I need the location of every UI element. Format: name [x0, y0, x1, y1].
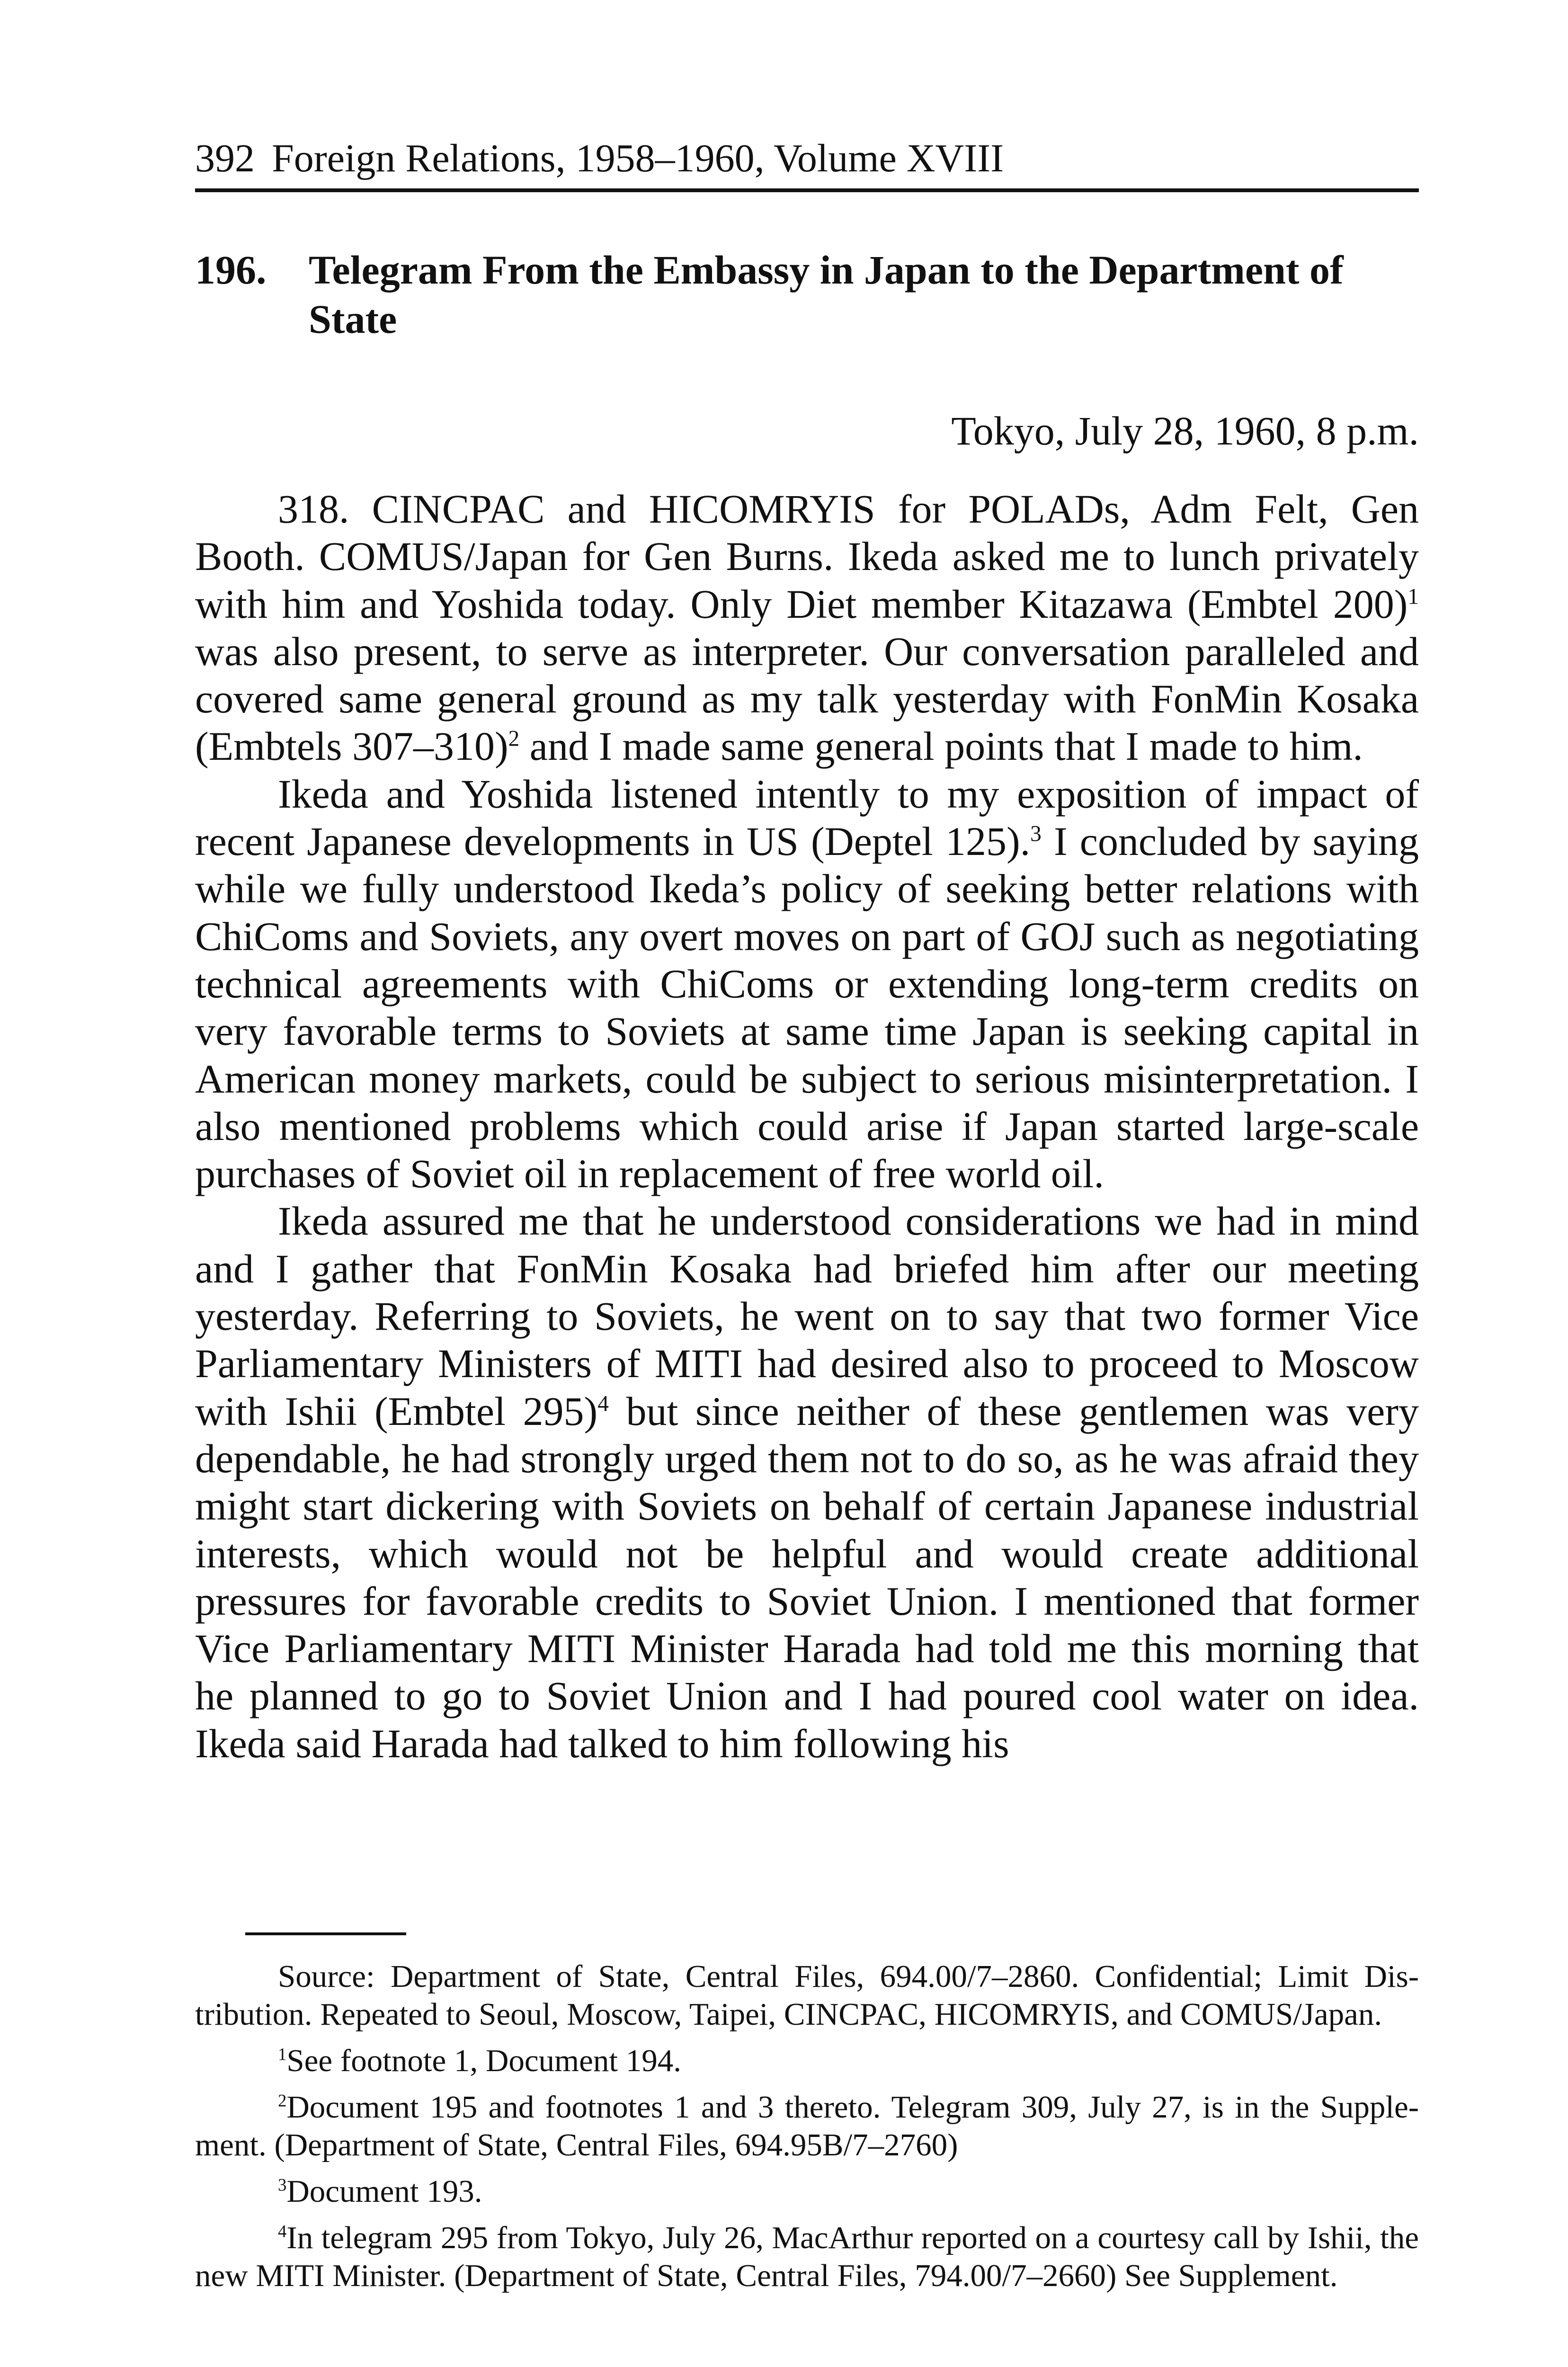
- footnote-mark: 4: [278, 2221, 287, 2241]
- footnote-ref: 4: [597, 1391, 609, 1416]
- footnote-mark: 3: [278, 2175, 287, 2195]
- body-paragraph: Ikeda and Yoshida listened intently to my exposition of impact of recent Japanese developments in US (Deptel 125).$^3$ I concluded by saying while we fully understood Ikeda’s policy of seeking better relations with ChiComs and Soviets, any overt moves on part of GOJ such as negotiating technical agreements with ChiComs or extending long-term credits on very favorable terms to Soviets at same time Japan is seeking capital in American money markets, could be subject to serious misinterpretation. I also mentioned problems which could arise if Japan started large-scale purchases of Soviet oil in replacement of free world oil.: [195, 771, 1419, 1197]
- footnote-mark: 1: [278, 2044, 287, 2064]
- source-note: Source: Department of State, Central Files, 694.00/7–2860. Confidential; Limit Distribution. Repeated to Seoul, Moscow, Taipei, CINCPAC, HICOMRYIS, and COMUS/Japan.: [195, 1959, 1419, 2032]
- page-number: 392: [195, 136, 255, 180]
- footnote-mark: 2: [278, 2091, 287, 2110]
- dateline: Tokyo, July 28, 1960, 8 p.m.: [951, 408, 1419, 454]
- footnote-rule: [245, 1932, 406, 1935]
- running-head: [195, 135, 1419, 182]
- footnote: $^1$See footnote 1, Document 194.: [278, 2043, 682, 2078]
- footnotes: [195, 1958, 1419, 2303]
- body-paragraph: Ikeda assured me that he understood considerations we had in mind and I gather that FonMin Kosaka had briefed him after our meeting yesterday. Referring to Soviets, he went on to say that two former Vice Parliamentary Ministers of MITI had desired also to proceed to Moscow with Ishii (Embtel 295)$^4$ but since neither of these gentlemen was very dependable, he had strongly urged them not to do so, as he was afraid they might start dickering with Soviets on behalf of certain Japanese industrial interests, which would not be helpful and would create additional pressures for favorable credits to Soviet Union. I mentioned that former Vice Parliamentary MITI Minister Harada had told me this morning that he planned to go to Soviet Union and I had poured cool water on idea. Ikeda said Harada had talked to him following his: [195, 1198, 1419, 1766]
- document-title: Telegram From the Embassy in Japan to the Department of State: [309, 247, 1344, 342]
- document-number: 196.: [195, 247, 267, 293]
- footnote: $^2$Document 195 and footnotes 1 and 3 thereto. Telegram 309, July 27, is in the Supplement. (Department of State, Central Files, 694.95B/7–2760): [195, 2090, 1419, 2162]
- document-heading: [195, 245, 1419, 344]
- footnote-ref: 2: [508, 726, 520, 751]
- footnote: $^4$In telegram 295 from Tokyo, July 26, MacArthur reported on a courtesy call by Ishii, the new MITI Minister. (Department of State, Central Files, 794.00/7–2660) See Supplement.: [195, 2220, 1419, 2293]
- telegram-body: [195, 485, 1419, 1767]
- footnote-ref: 3: [1030, 821, 1042, 846]
- body-paragraph: 318. CINCPAC and HICOMRYIS for POLADs, Adm Felt, Gen Booth. COMUS/Japan for Gen Burns. Ikeda asked me to lunch privately with him and Yoshida today. Only Diet member Kitazawa (Embtel 200)$^1$ was also present, to serve as interpreter. Our conversation paralleled and covered same general ground as my talk yesterday with FonMin Kosaka (Embtels 307–310)$^2$ and I made same general points that I made to him.: [195, 486, 1419, 769]
- footnote: $^3$Document 193.: [278, 2174, 482, 2209]
- footnote-ref: 1: [1408, 584, 1419, 609]
- volume-title: Foreign Relations, 1958–1960, Volume XVIII: [272, 136, 1004, 180]
- header-rule: [195, 188, 1419, 192]
